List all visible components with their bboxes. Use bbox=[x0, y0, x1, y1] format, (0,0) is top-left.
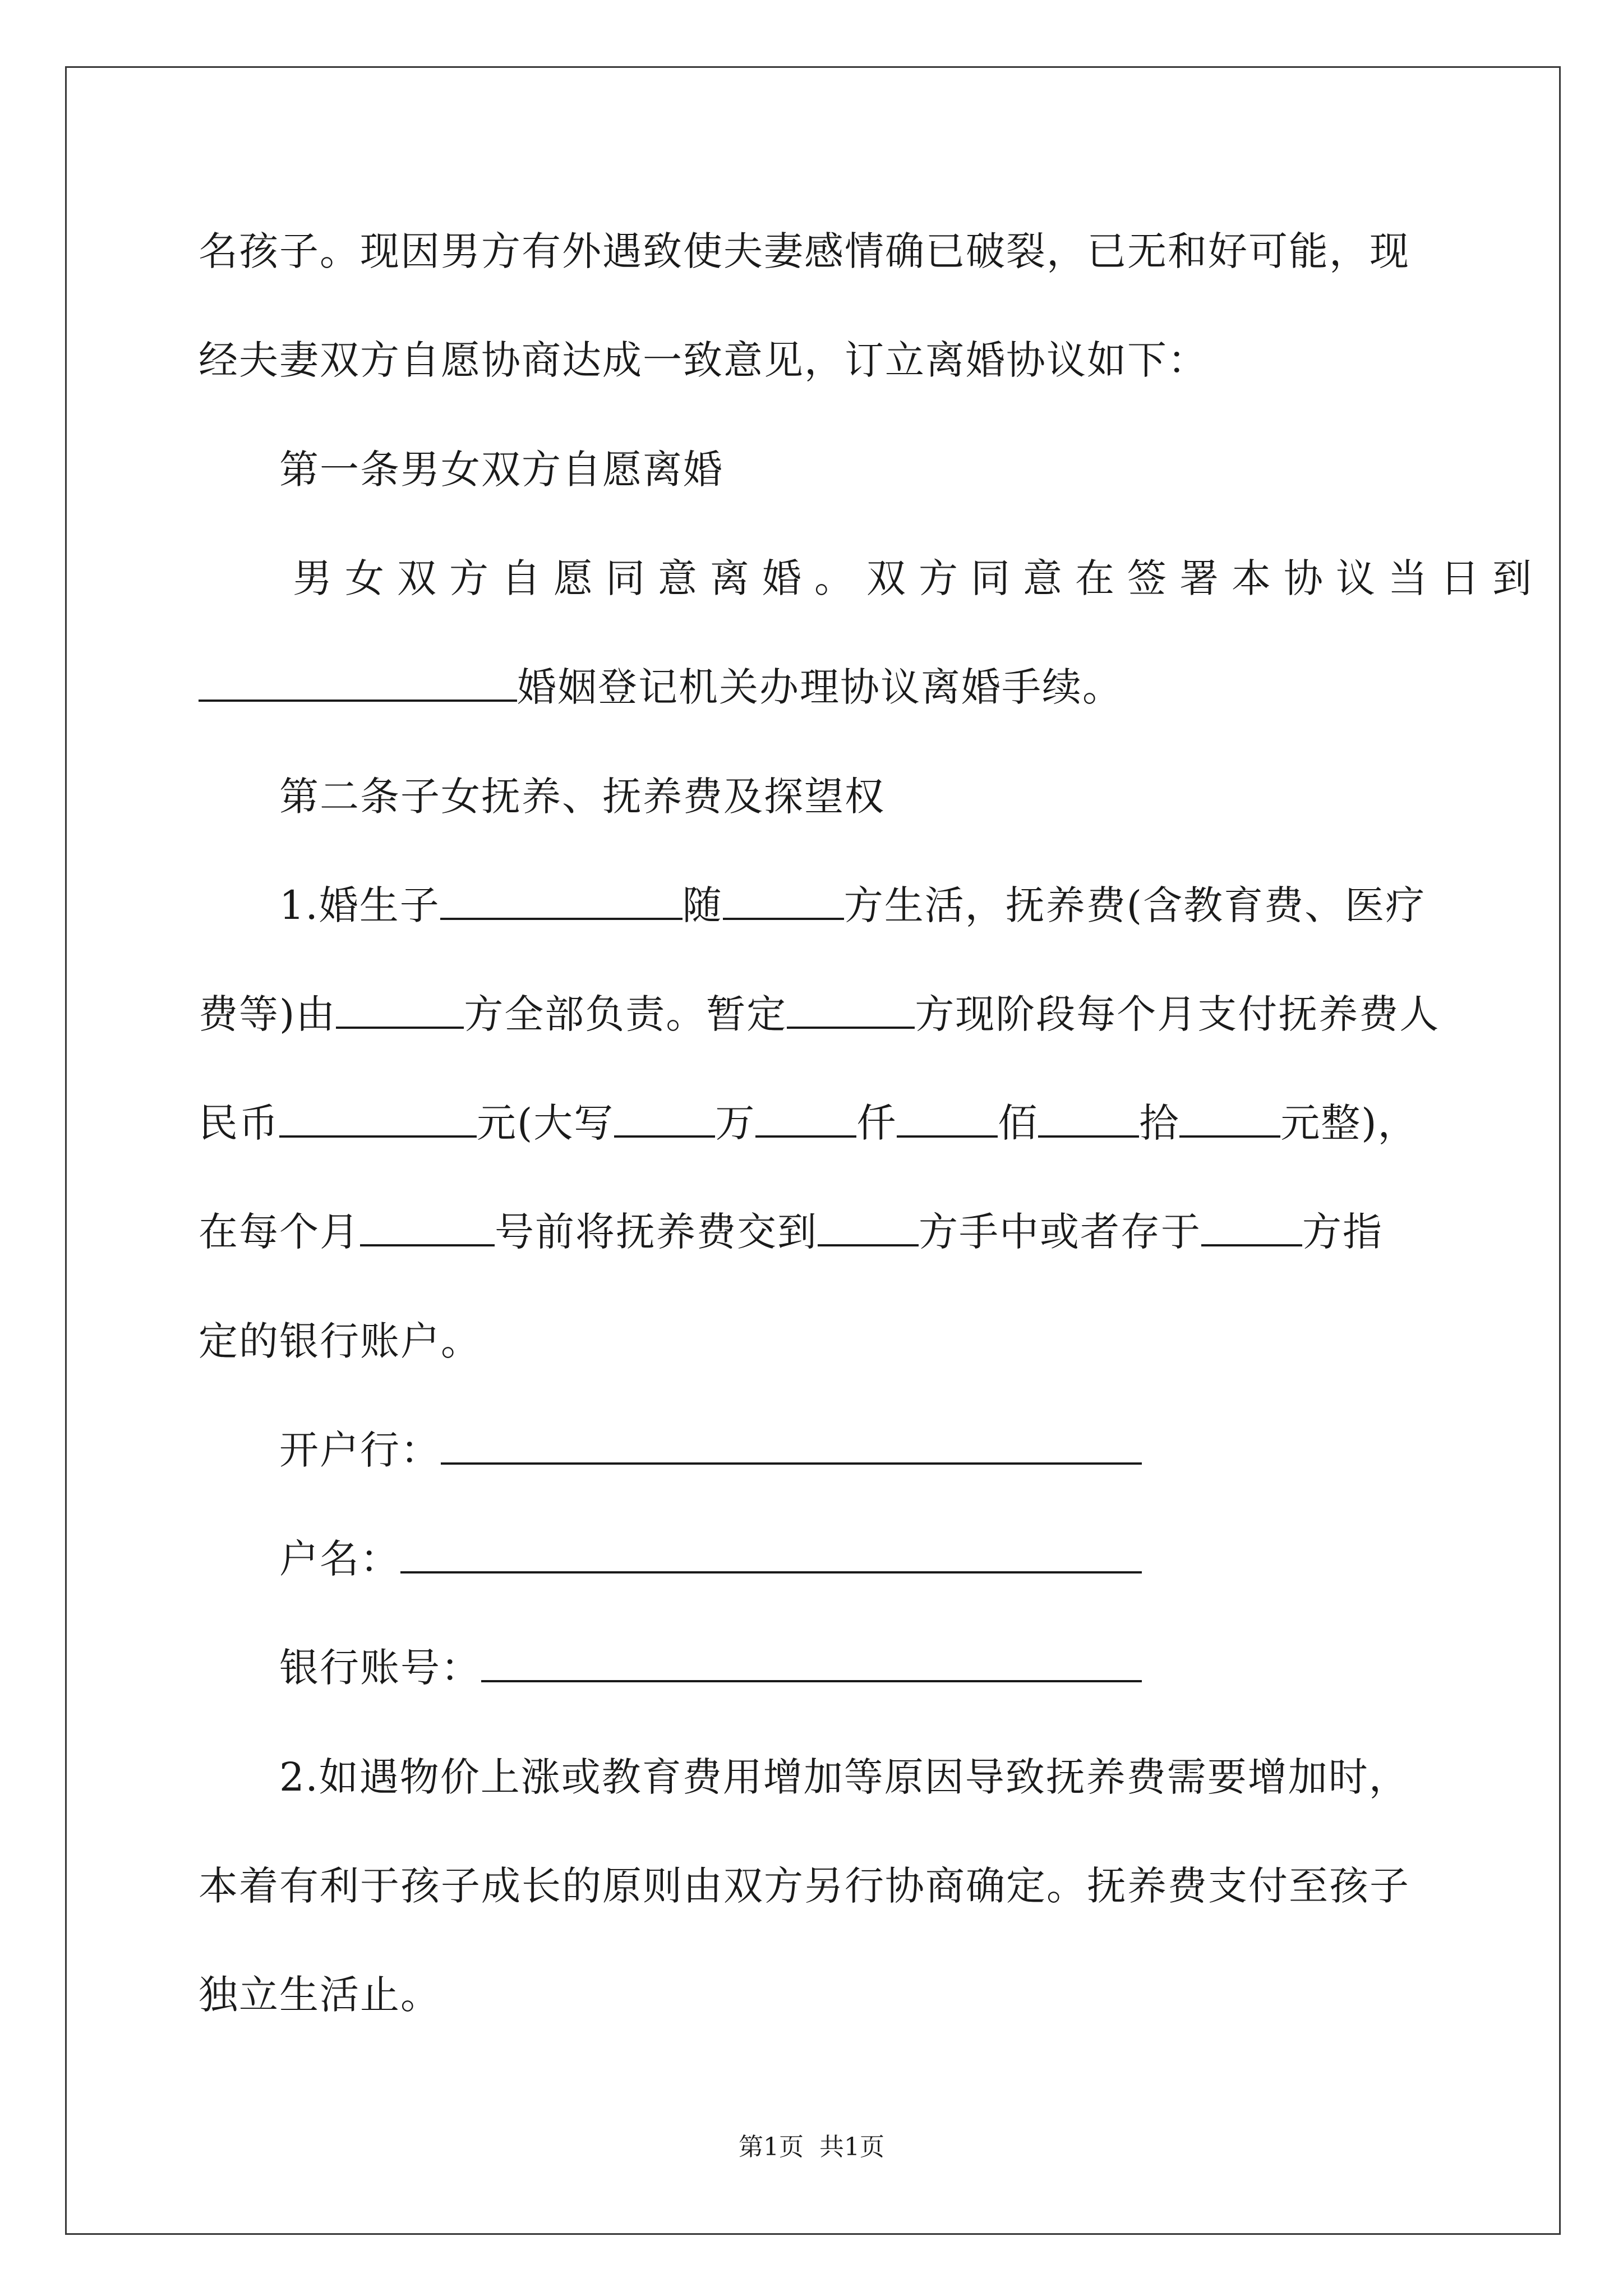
account-number-blank bbox=[481, 1641, 1142, 1682]
account-name-row bbox=[279, 1532, 1142, 1586]
item-1-line-4-c: 方手中或者存于 bbox=[919, 1209, 1201, 1255]
item-2-line-2: 本着有利于孩子成长的原则由双方另行协商确定。抚养费支付至孩子 bbox=[199, 1863, 1410, 1909]
item-1-line-1 bbox=[279, 878, 1426, 932]
item-1-line-4-d: 方指 bbox=[1302, 1209, 1383, 1255]
page-number-total: 共1页 bbox=[819, 2133, 884, 2161]
account-name-label: 户名： bbox=[279, 1536, 400, 1582]
yuan-blank bbox=[1179, 1096, 1280, 1138]
bai-blank bbox=[897, 1096, 998, 1138]
item-1-line-3-d: 仟 bbox=[856, 1100, 897, 1146]
article-1-body-suffix: 婚姻登记机关办理协议离婚手续。 bbox=[517, 664, 1123, 710]
article-1-heading: 第一条男女双方自愿离婚 bbox=[279, 447, 723, 493]
item-1-line-3-e: 佰 bbox=[998, 1100, 1039, 1146]
intro-text-1: 名孩子。现因男方有外遇致使夫妻感情确已破裂，已无和好可能，现 bbox=[199, 228, 1410, 274]
item-1-line-4-a: 在每个月 bbox=[199, 1209, 360, 1255]
intro-line-1 bbox=[199, 224, 1430, 278]
item-1-line-1-c: 方生活，抚养费(含教育费、医疗 bbox=[843, 882, 1426, 928]
item-1-line-3-g: 元整)， bbox=[1280, 1100, 1418, 1146]
wan-blank bbox=[614, 1096, 715, 1138]
item-1-line-5: 定的银行账户。 bbox=[199, 1318, 481, 1364]
account-number-row bbox=[279, 1641, 1142, 1695]
recipient-party-blank bbox=[818, 1205, 919, 1246]
amount-blank bbox=[279, 1096, 477, 1138]
article-1-body-line-1: 男女双方自愿同意离婚。双方同意在签署本协议当日到 bbox=[293, 555, 1544, 601]
paying-party-blank bbox=[787, 987, 915, 1029]
item-1-line-2 bbox=[199, 987, 1440, 1041]
item-1-line-3-f: 拾 bbox=[1139, 1100, 1180, 1146]
bank-branch-blank bbox=[441, 1423, 1142, 1465]
item-1-line-2-b: 方全部负责。暂定 bbox=[464, 991, 787, 1037]
item-1-line-2-c: 方现阶段每个月支付抚养费人 bbox=[915, 991, 1440, 1037]
item-2-line-1: 2.如遇物价上涨或教育费用增加等原因导致抚养费需要增加时， bbox=[279, 1754, 1409, 1800]
item-2-line-3: 独立生活止。 bbox=[199, 1972, 441, 2018]
shi-blank bbox=[1038, 1096, 1139, 1138]
item-1-line-1-b: 随 bbox=[682, 882, 723, 928]
account-party-blank bbox=[1201, 1205, 1302, 1246]
item-1-line-4-b: 号前将抚养费交到 bbox=[495, 1209, 818, 1255]
item-1-line-2-a: 费等)由 bbox=[199, 991, 336, 1037]
registry-office-blank bbox=[199, 660, 517, 702]
item-1-line-4 bbox=[199, 1205, 1383, 1259]
intro-line-2: 经夫妻双方自愿协商达成一致意见，订立离婚协议如下： bbox=[199, 337, 1208, 383]
item-1-line-3-b: 元(大写 bbox=[477, 1100, 615, 1146]
article-2-heading: 第二条子女抚养、抚养费及探望权 bbox=[279, 774, 885, 820]
custody-party-blank bbox=[723, 878, 844, 920]
page-number-current: 第1页 bbox=[739, 2133, 804, 2161]
item-1-line-3 bbox=[199, 1096, 1418, 1150]
article-1-body-line-2 bbox=[199, 660, 1123, 714]
account-number-label: 银行账号： bbox=[279, 1645, 481, 1691]
item-1-line-1-a: 1.婚生子 bbox=[279, 882, 440, 928]
account-name-blank bbox=[400, 1532, 1142, 1573]
item-1-line-3-c: 万 bbox=[715, 1100, 756, 1146]
bank-branch-label: 开户行： bbox=[279, 1427, 441, 1473]
bank-branch-row bbox=[279, 1423, 1142, 1477]
qian-blank bbox=[755, 1096, 856, 1138]
responsible-party-blank bbox=[336, 987, 464, 1029]
day-blank bbox=[360, 1205, 495, 1246]
page-footer bbox=[0, 2132, 1623, 2163]
child-name-blank bbox=[440, 878, 683, 920]
item-1-line-3-a: 民币 bbox=[199, 1100, 279, 1146]
